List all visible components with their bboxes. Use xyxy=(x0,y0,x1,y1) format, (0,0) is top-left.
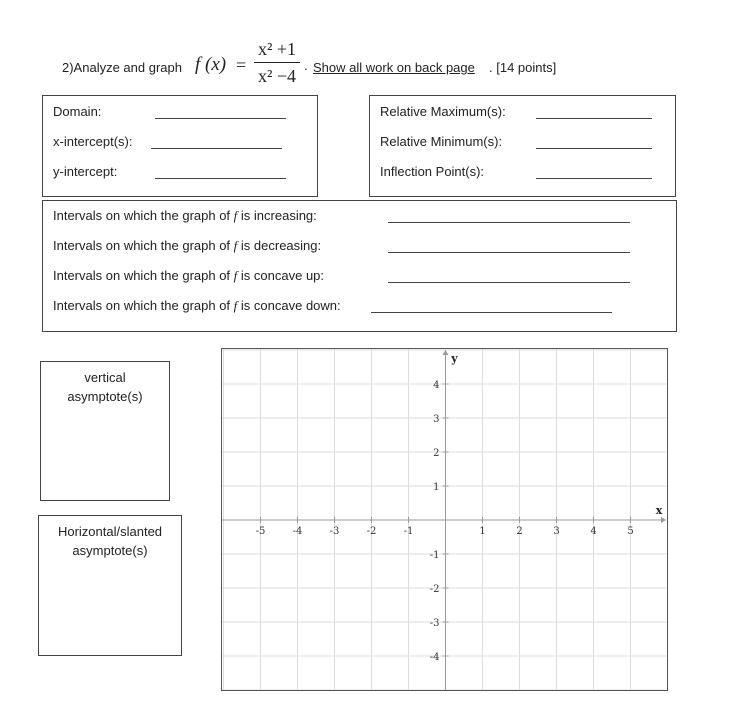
x-tick-label: -5 xyxy=(255,526,266,537)
y-axis-label: y xyxy=(451,352,458,365)
points-note: . [14 points] xyxy=(489,60,557,75)
x-tick-label: 2 xyxy=(516,526,523,537)
y-tick-label: 1 xyxy=(433,482,440,493)
increasing-answer-line[interactable] xyxy=(388,222,630,223)
fraction-denominator: x² −4 xyxy=(257,66,297,86)
y-tick-label: -4 xyxy=(429,652,440,663)
x-tick-label: -2 xyxy=(366,526,377,537)
x-tick-label: 3 xyxy=(553,526,560,537)
y-tick-label: -1 xyxy=(429,550,440,561)
domain-intercepts-box xyxy=(42,95,318,197)
problem-label: 2)Analyze and graph xyxy=(62,60,182,75)
y-tick-label: 2 xyxy=(433,448,440,459)
inflection-answer-line[interactable] xyxy=(536,178,652,179)
x-intercept-label: x-intercept(s): xyxy=(53,134,133,149)
y-tick-label: -3 xyxy=(429,618,440,629)
concave-down-label: Intervals on which the graph of f is concave down: xyxy=(53,298,341,313)
x-axis-label: x xyxy=(655,504,663,517)
concave-down-answer-line[interactable] xyxy=(371,312,612,313)
y-intercept-answer-line[interactable] xyxy=(155,178,286,179)
x-tick-label: 5 xyxy=(627,526,634,537)
x-tick-label: -1 xyxy=(403,526,414,537)
concave-up-answer-line[interactable] xyxy=(388,282,630,283)
period: . xyxy=(304,58,308,73)
show-work-note: Show all work on back page xyxy=(313,60,475,75)
rel-min-answer-line[interactable] xyxy=(536,148,652,149)
inflection-label: Inflection Point(s): xyxy=(380,164,485,179)
y-tick-label: 3 xyxy=(433,414,440,425)
y-tick-label: -2 xyxy=(429,584,440,595)
increasing-label: Intervals on which the graph of f is increasing: xyxy=(53,208,317,223)
x-tick-label: 1 xyxy=(479,526,486,537)
decreasing-label: Intervals on which the graph of f is decreasing: xyxy=(53,238,322,253)
intervals-box xyxy=(42,200,677,332)
function-fraction xyxy=(254,38,300,87)
x-tick-label: 4 xyxy=(590,526,597,537)
concave-up-label: Intervals on which the graph of f is concave up: xyxy=(53,268,325,283)
rel-max-label: Relative Maximum(s): xyxy=(380,104,506,119)
decreasing-answer-line[interactable] xyxy=(388,252,630,253)
extrema-box xyxy=(369,95,676,197)
fraction-bar xyxy=(254,62,300,63)
rel-min-label: Relative Minimum(s): xyxy=(380,134,503,149)
vertical-asymptote-title: vertical asymptote(s) xyxy=(67,370,143,404)
y-intercept-label: y-intercept: xyxy=(53,164,118,179)
x-axis-arrow xyxy=(661,517,666,523)
horizontal-asymptote-title: Horizontal/slanted asymptote(s) xyxy=(57,524,163,558)
vertical-asymptote-box[interactable] xyxy=(40,361,170,501)
function-arg: (x) xyxy=(205,54,227,75)
domain-answer-line[interactable] xyxy=(155,118,286,119)
fraction-numerator: x² +1 xyxy=(257,39,297,59)
y-tick-label: 4 xyxy=(433,380,440,391)
x-tick-label: -3 xyxy=(329,526,340,537)
coordinate-grid[interactable] xyxy=(221,348,668,691)
horizontal-asymptote-box[interactable] xyxy=(38,515,182,656)
equals-sign: = xyxy=(236,55,247,75)
domain-label: Domain: xyxy=(53,104,102,119)
x-tick-label: -4 xyxy=(292,526,303,537)
function-name: f (x) xyxy=(195,54,227,75)
x-intercept-answer-line[interactable] xyxy=(151,148,282,149)
rel-max-answer-line[interactable] xyxy=(536,118,652,119)
y-axis-arrow xyxy=(443,350,449,355)
